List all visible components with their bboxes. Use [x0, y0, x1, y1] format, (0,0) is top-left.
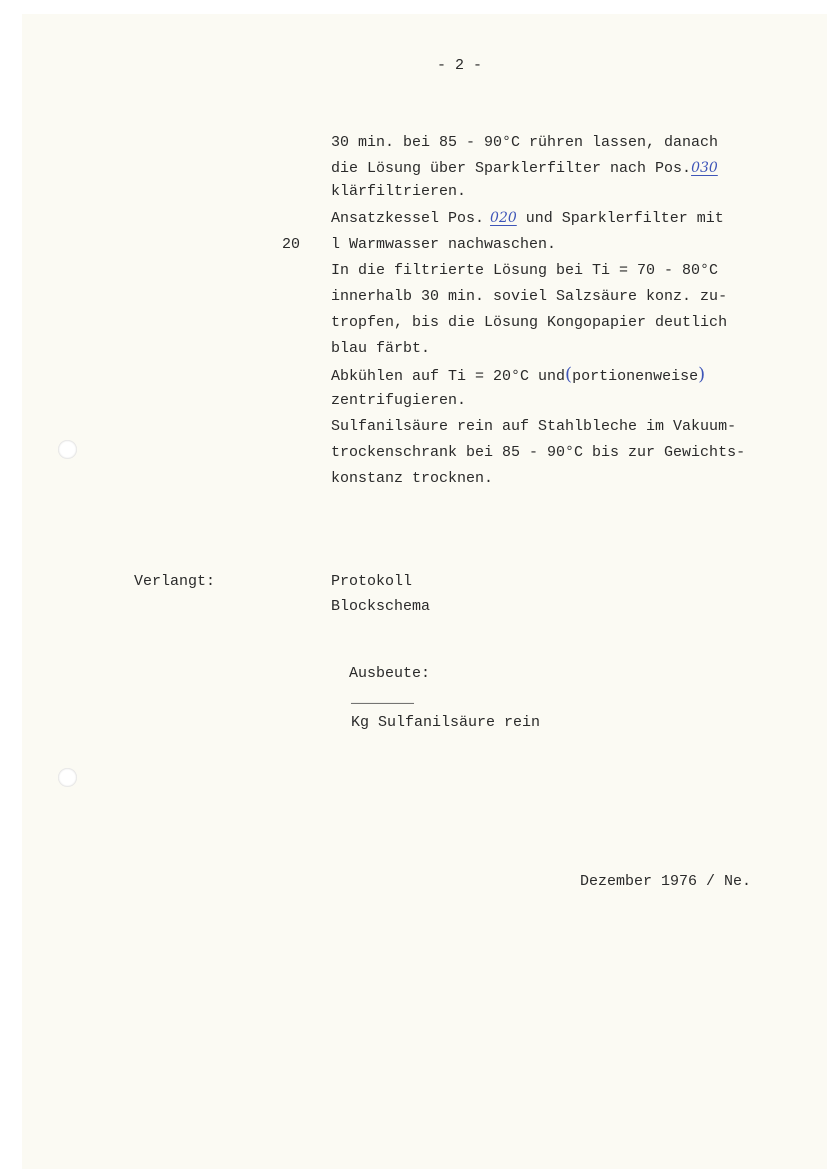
- page-number: - 2 -: [437, 57, 483, 74]
- handwritten-position-number: 030: [691, 160, 718, 176]
- line-marker: 20: [282, 236, 301, 253]
- body-line: trockenschrank bei 85 - 90°C bis zur Gewichts-: [331, 444, 746, 461]
- body-line: klärfiltrieren.: [331, 183, 467, 200]
- body-line-text: und Sparklerfilter mit: [516, 210, 724, 227]
- body-line: [331, 363, 705, 389]
- handwritten-paren-close: ): [698, 364, 706, 385]
- body-line-text: portionenweise: [572, 368, 699, 385]
- body-line: l Warmwasser nachwaschen.: [331, 236, 557, 253]
- punch-hole-bottom: [58, 768, 77, 787]
- body-line: [331, 206, 724, 231]
- body-line: Sulfanilsäure rein auf Stahlbleche im Vakuum-: [331, 418, 737, 435]
- yield-line: [331, 638, 540, 736]
- body-line: innerhalb 30 min. soviel Salzsäure konz. zu-: [331, 288, 728, 305]
- body-line: [331, 156, 718, 181]
- handwritten-paren-open: (: [565, 364, 573, 385]
- body-line: 30 min. bei 85 - 90°C rühren lassen, danach: [331, 134, 719, 151]
- required-label: Verlangt:: [134, 573, 216, 590]
- body-line-text: Ansatzkessel Pos.: [331, 210, 485, 227]
- yield-unit: Kg Sulfanilsäure rein: [351, 714, 541, 732]
- body-line: tropfen, bis die Lösung Kongopapier deutlich: [331, 314, 728, 331]
- footer-date: Dezember 1976 / Ne.: [580, 873, 752, 890]
- punch-hole-top: [58, 440, 77, 459]
- yield-label: Ausbeute:: [349, 665, 431, 683]
- body-line-text: die Lösung über Sparklerfilter nach Pos.: [331, 160, 692, 177]
- body-line: konstanz trocknen.: [331, 470, 494, 487]
- required-item: Protokoll: [331, 573, 413, 590]
- body-line-text: Abkühlen auf Ti = 20°C und: [331, 368, 566, 385]
- body-line: In die filtrierte Lösung bei Ti = 70 - 80°C: [331, 262, 719, 279]
- body-line: zentrifugieren.: [331, 392, 467, 409]
- required-item: Blockschema: [331, 598, 431, 615]
- handwritten-position-number: 020: [490, 210, 517, 226]
- yield-blank: _______: [351, 689, 415, 707]
- body-line: blau färbt.: [331, 340, 431, 357]
